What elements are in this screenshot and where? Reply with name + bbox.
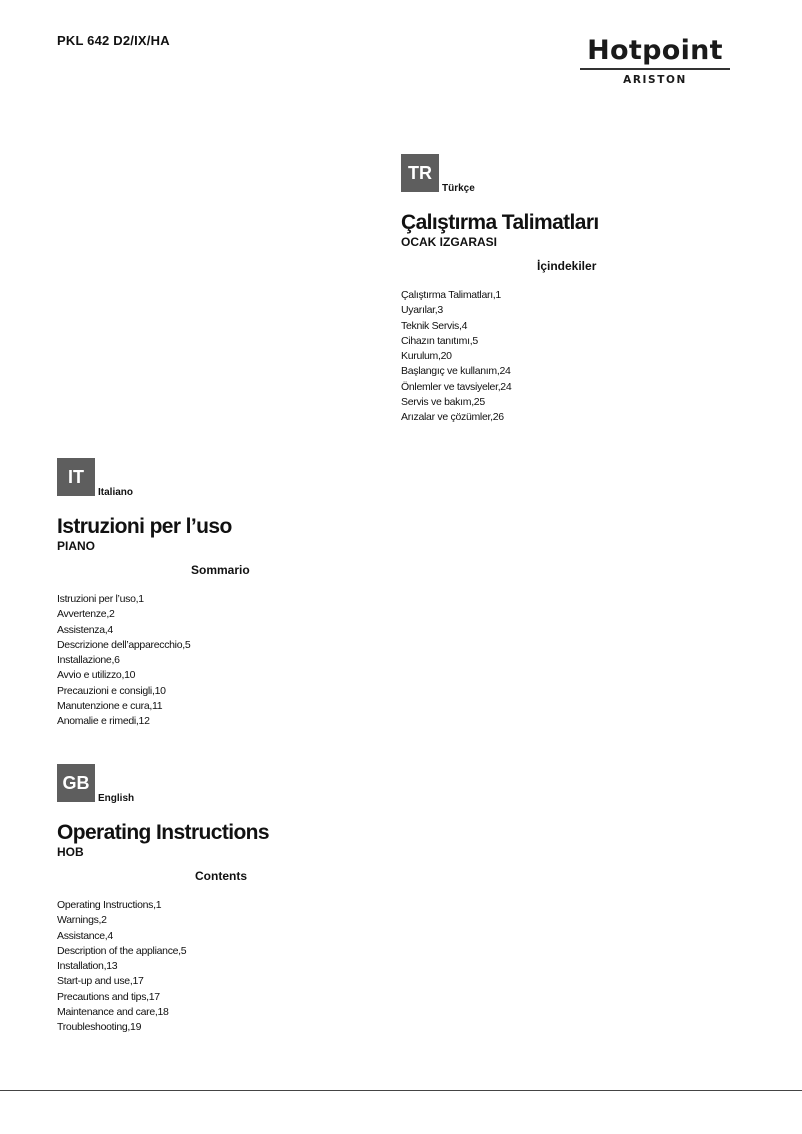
section-title: Çalıştırma Talimatları — [401, 211, 599, 234]
toc-item: Precautions and tips,17 — [57, 990, 160, 1003]
section-subtitle: HOB — [57, 845, 84, 859]
toc-item: Cihazın tanıtımı,5 — [401, 334, 478, 347]
model-number: PKL 642 D2/IX/HA — [57, 33, 170, 48]
toc-item: Servis ve bakım,25 — [401, 396, 485, 409]
toc-item: Uyarılar,3 — [401, 304, 443, 317]
brand-logo-divider — [580, 68, 730, 70]
toc-item: Installation,13 — [57, 960, 118, 973]
section-tr — [401, 154, 599, 426]
language-badge: IT — [57, 458, 95, 496]
section-gb — [57, 764, 269, 1036]
toc-item: Istruzioni per l’uso,1 — [57, 593, 144, 605]
toc-item: Assistenza,4 — [57, 623, 113, 636]
contents-heading: Sommario — [191, 563, 250, 577]
language-name: Türkçe — [442, 183, 475, 194]
toc-item: Kurulum,20 — [401, 350, 452, 363]
language-name: English — [98, 793, 135, 804]
contents-heading: İçindekiler — [537, 259, 597, 273]
language-badge: TR — [401, 154, 439, 192]
toc-item: Precauzioni e consigli,10 — [57, 684, 166, 697]
section-title: Istruzioni per l’uso — [57, 515, 232, 538]
brand-logo — [580, 36, 730, 86]
toc-item: Warnings,2 — [57, 914, 107, 927]
section-subtitle: PIANO — [57, 539, 96, 553]
toc-item: Anomalie e rimedi,12 — [57, 715, 150, 728]
language-header — [57, 764, 269, 806]
toc-item: Assistance,4 — [57, 929, 113, 942]
language-header — [57, 458, 250, 500]
section-subtitle: OCAK IZGARASI — [401, 235, 497, 249]
toc-item: Maintenance and care,18 — [57, 1006, 169, 1019]
toc-item: Başlangıç ve kullanım,24 — [401, 365, 511, 378]
contents-heading: Contents — [195, 869, 247, 883]
toc-item: Operating Instructions,1 — [57, 899, 162, 911]
toc-item: Descrizione dell’apparecchio,5 — [57, 638, 191, 651]
table-of-contents — [57, 898, 269, 1036]
section-it — [57, 458, 250, 730]
language-badge: GB — [57, 764, 95, 802]
toc-item: Avvertenze,2 — [57, 608, 115, 621]
toc-item: Installazione,6 — [57, 654, 120, 667]
toc-item: Arızalar ve çözümler,26 — [401, 411, 504, 424]
toc-item: Description of the appliance,5 — [57, 944, 187, 957]
toc-item: Manutenzione e cura,11 — [57, 700, 163, 713]
toc-item: Önlemler ve tavsiyeler,24 — [401, 380, 512, 393]
brand-logo-main: Hotpoint — [587, 35, 723, 66]
section-title: Operating Instructions — [57, 821, 269, 844]
toc-item: Çalıştırma Talimatları,1 — [401, 289, 501, 301]
toc-item: Start-up and use,17 — [57, 975, 144, 988]
table-of-contents — [57, 592, 250, 730]
footer-divider — [0, 1090, 802, 1091]
toc-item: Teknik Servis,4 — [401, 319, 468, 332]
toc-item: Troubleshooting,19 — [57, 1021, 142, 1034]
language-header — [401, 154, 599, 196]
brand-logo-sub: ARISTON — [623, 73, 687, 86]
toc-item: Avvio e utilizzo,10 — [57, 669, 136, 682]
language-name: Italiano — [98, 487, 134, 498]
table-of-contents — [401, 288, 599, 426]
